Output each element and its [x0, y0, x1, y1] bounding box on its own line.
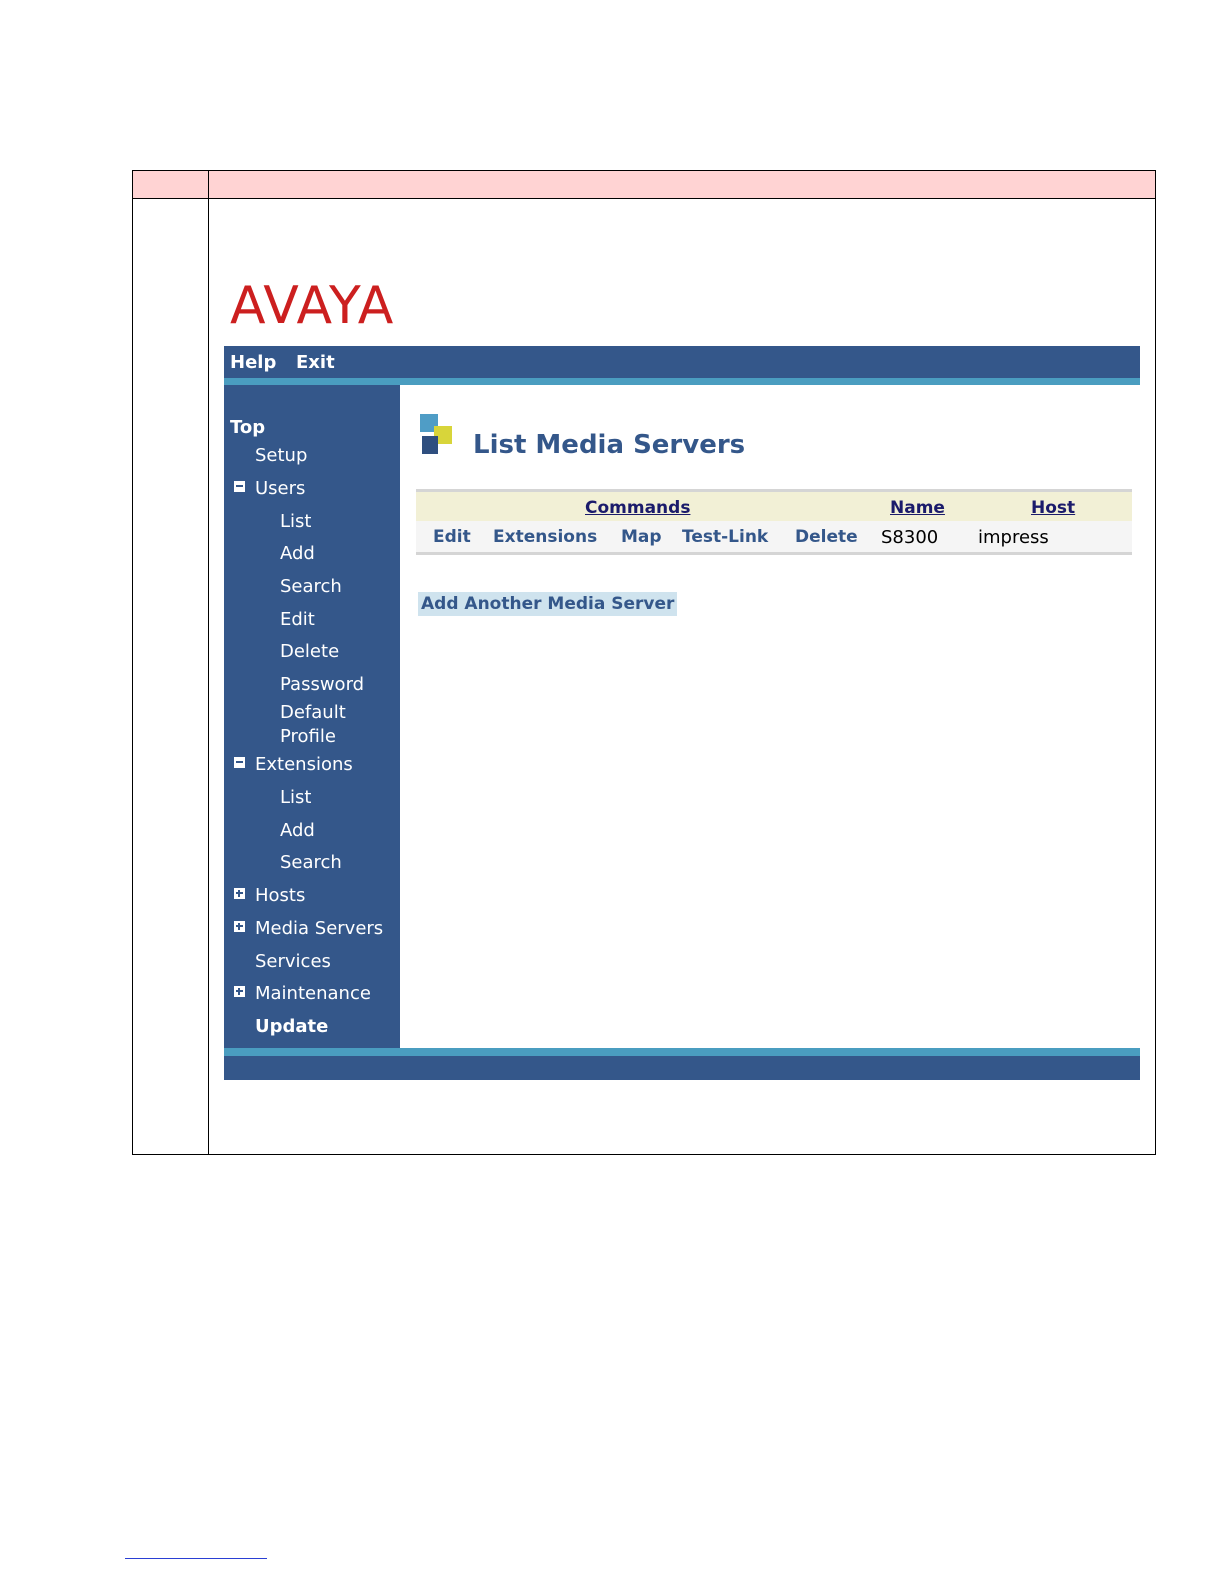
table-column-divider — [208, 171, 209, 1154]
table-row — [416, 521, 1132, 555]
column-header-host[interactable]: Host — [1031, 498, 1076, 518]
page-title: List Media Servers — [473, 430, 746, 460]
footnote-separator — [125, 1558, 267, 1559]
sidebar-item-users-edit[interactable]: Edit — [280, 609, 315, 630]
sidebar-item-extensions-list[interactable]: List — [280, 787, 312, 808]
sidebar-item-users-default[interactable]: Default — [280, 702, 346, 723]
bottom-stripe — [224, 1048, 1140, 1056]
sidebar-item-extensions-search[interactable]: Search — [280, 852, 342, 873]
sidebar-item-update[interactable]: Update — [255, 1016, 329, 1037]
column-header-commands[interactable]: Commands — [585, 498, 691, 518]
sidebar-item-users[interactable]: Users — [255, 478, 306, 499]
sidebar-item-services[interactable]: Services — [255, 951, 331, 972]
edit-command[interactable]: Edit — [433, 527, 471, 547]
extensions-command[interactable]: Extensions — [493, 527, 598, 547]
sidebar-item-top[interactable]: Top — [230, 417, 266, 438]
collapse-icon[interactable] — [234, 757, 245, 768]
test-link-command[interactable]: Test-Link — [682, 527, 769, 547]
collapse-icon[interactable] — [234, 481, 245, 492]
media-server-icon — [420, 414, 454, 456]
expand-icon[interactable] — [234, 986, 245, 997]
sidebar-item-users-search[interactable]: Search — [280, 576, 342, 597]
sidebar-item-hosts[interactable]: Hosts — [255, 885, 306, 906]
delete-command[interactable]: Delete — [795, 527, 858, 547]
bottom-bar — [224, 1056, 1140, 1080]
add-media-server-button[interactable]: Add Another Media Server — [418, 592, 677, 616]
expand-icon[interactable] — [234, 888, 245, 899]
sidebar-item-users-profile[interactable]: Profile — [280, 726, 336, 747]
help-link[interactable]: Help — [230, 352, 277, 373]
sidebar-item-setup[interactable]: Setup — [255, 445, 308, 466]
sidebar-item-maintenance[interactable]: Maintenance — [255, 983, 371, 1004]
sidebar-item-users-delete[interactable]: Delete — [280, 641, 340, 662]
server-name-cell: S8300 — [881, 527, 939, 548]
expand-icon[interactable] — [234, 921, 245, 932]
top-nav-stripe — [224, 378, 1140, 385]
sidebar-item-media-servers[interactable]: Media Servers — [255, 918, 384, 939]
media-servers-table — [416, 489, 1132, 555]
sidebar-item-users-add[interactable]: Add — [280, 543, 315, 564]
avaya-logo: AVAYA — [230, 276, 395, 336]
sidebar-item-extensions-add[interactable]: Add — [280, 820, 315, 841]
sidebar-nav — [224, 385, 400, 1048]
column-header-name[interactable]: Name — [890, 498, 945, 518]
top-nav-bar — [224, 346, 1140, 378]
table-header — [416, 489, 1132, 521]
map-command[interactable]: Map — [621, 527, 662, 547]
sidebar-item-users-list[interactable]: List — [280, 511, 312, 532]
sidebar-item-users-password[interactable]: Password — [280, 674, 365, 695]
exit-link[interactable]: Exit — [296, 352, 335, 373]
table-header-row — [133, 171, 1155, 199]
server-host-cell: impress — [978, 527, 1049, 548]
sidebar-item-extensions[interactable]: Extensions — [255, 754, 353, 775]
